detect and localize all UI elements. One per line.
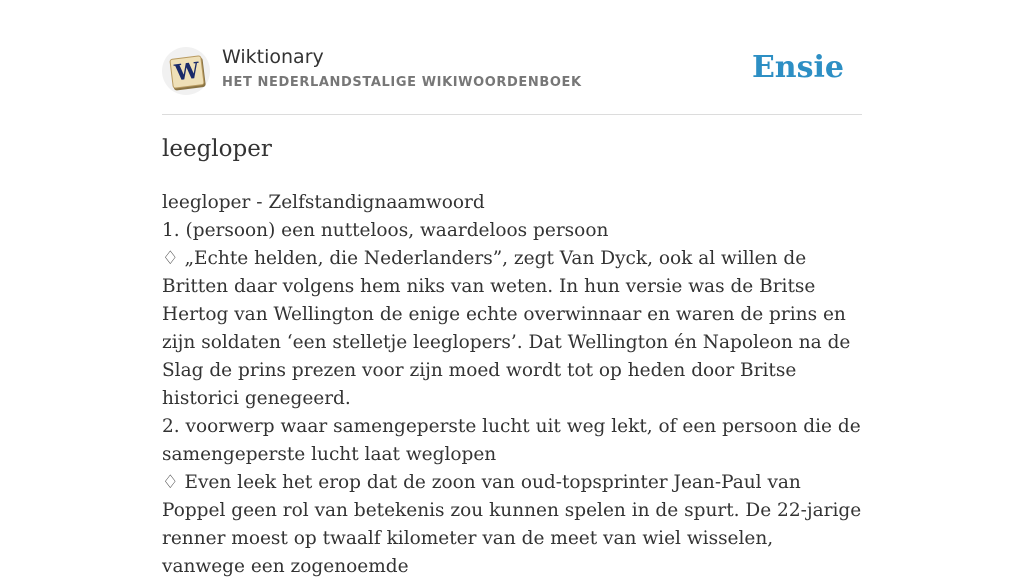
wiktionary-logo-icon[interactable] bbox=[162, 47, 210, 95]
example-1: ♢ „Echte helden, die Nederlanders”, zegt Van Dyck, ook al willen de Britten daar volgens hem niks van weten. In hun versie was de Britse Hertog van Wellington de enige echte overwinnaar en waren de prins en zijn soldaten ‘een stelletje leeglopers’. Dat Wellington én Napoleon na de Slag de prins prezen voor zijn moed wordt tot op heden door Britse historici genegeerd. bbox=[162, 248, 851, 409]
site-header bbox=[162, 44, 862, 115]
ensie-logo-link[interactable]: Ensie bbox=[751, 50, 844, 85]
entry-content bbox=[162, 189, 862, 581]
definition-2: 2. voorwerp waar samengeperste lucht uit weg lekt, of een persoon die de samengeperste lucht laat weglopen bbox=[162, 416, 861, 465]
page-title: leegloper bbox=[162, 136, 272, 162]
example-2: ♢ Even leek het erop dat de zoon van oud-topsprinter Jean-Paul van Poppel geen rol van betekenis zou kunnen spelen in de spurt. De 22-jarige renner moest op twaalf kilometer van de meet van wiel wisselen, vanwege een zogenoemde bbox=[162, 472, 862, 577]
site-title[interactable]: Wiktionary bbox=[222, 46, 324, 68]
site-subtitle: HET NEDERLANDSTALIGE WIKIWOORDENBOEK bbox=[222, 75, 582, 90]
entry-heading: leegloper - Zelfstandignaamwoord bbox=[162, 192, 485, 213]
definition-1: 1. (persoon) een nutteloos, waardeloos persoon bbox=[162, 220, 609, 241]
logo-letter: W bbox=[169, 55, 204, 89]
